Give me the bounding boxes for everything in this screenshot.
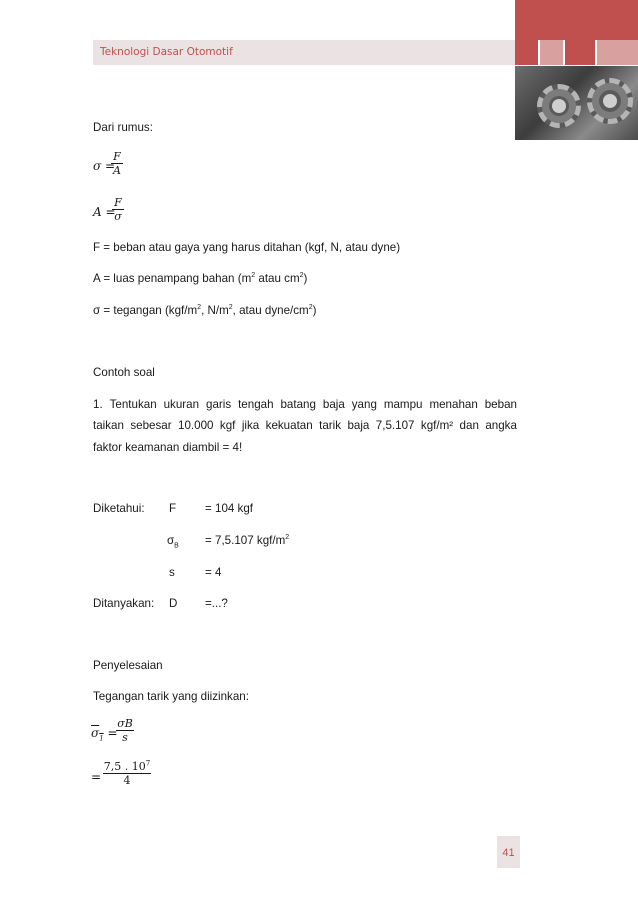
word: batang	[280, 398, 316, 411]
word: tarik	[319, 419, 342, 432]
known-label: Diketahui:	[93, 502, 145, 515]
asked-symbol: D	[169, 597, 178, 610]
formula-1-lhs: σ =	[93, 159, 116, 173]
header-decoration-block	[515, 0, 638, 40]
header-title: Teknologi Dasar Otomotif	[100, 46, 233, 58]
formula-1-fraction	[111, 150, 123, 177]
word: garis	[206, 398, 232, 411]
known-row-symbol: F	[169, 502, 177, 515]
equation-1-fraction	[116, 717, 134, 744]
base: 7,5 . 10	[103, 760, 146, 773]
superscript: 7	[145, 759, 151, 768]
word: 1.	[93, 398, 103, 411]
formula-2-fraction	[112, 196, 124, 223]
value: = 7,5.107 kgf/m	[205, 534, 286, 547]
formula-2-denominator: σ	[114, 210, 122, 223]
definition-a	[93, 272, 307, 285]
word: tengah	[238, 398, 274, 411]
known-row-symbol	[167, 534, 179, 550]
word: baja	[322, 398, 345, 411]
known-row-value: = 104 kgf	[205, 502, 254, 515]
definition-a-text: A = luas penampang bahan (m	[93, 272, 252, 285]
word: 10.000	[178, 419, 214, 432]
equation-2-fraction	[103, 760, 151, 787]
page-number: 41	[502, 847, 515, 859]
example-line-1	[93, 398, 517, 411]
definition-sigma-text: , N/m	[201, 304, 229, 317]
word: jika	[241, 419, 260, 432]
definition-f: F = beban atau gaya yang harus ditahan (kgf, N, atau dyne)	[93, 241, 401, 254]
solution-heading: Penyelesaian	[93, 659, 163, 672]
page-number-box	[497, 836, 520, 868]
solution-subheading: Tegangan tarik yang diizinkan:	[93, 690, 249, 703]
known-row-symbol: s	[169, 566, 175, 579]
symbol: σ	[91, 726, 100, 740]
symbol: σ	[167, 534, 175, 547]
word: baja	[347, 419, 370, 432]
equation-1-lhs	[91, 726, 118, 743]
known-row-value: = 4	[205, 566, 222, 579]
equation-1-denominator: s	[122, 731, 128, 744]
sigma-bar	[91, 726, 104, 743]
equation-2-equals: =	[91, 770, 102, 784]
example-heading: Contoh soal	[93, 366, 155, 379]
word: angka	[485, 419, 517, 432]
word: 7,5.107	[375, 419, 415, 432]
formula-2-lhs: A =	[93, 205, 116, 219]
definition-sigma-text: )	[312, 304, 317, 317]
definition-sigma	[93, 304, 317, 317]
equation-2-denominator: 4	[123, 774, 131, 787]
word: kgf/m²	[420, 419, 454, 432]
word: kekuatan	[265, 419, 313, 432]
superscript: 2	[228, 304, 233, 312]
superscript: 2	[285, 534, 290, 542]
known-row-value	[205, 534, 289, 547]
asked-label: Ditanyakan:	[93, 597, 155, 610]
word: dan	[459, 419, 479, 432]
formula-1-numerator: F	[113, 150, 121, 163]
word: yang	[351, 398, 377, 411]
asked-value: =...?	[205, 597, 228, 610]
header-decoration-block	[540, 40, 563, 65]
superscript: 2	[308, 304, 313, 312]
word: menahan	[429, 398, 478, 411]
definition-a-text: )	[303, 272, 308, 285]
header-bar	[93, 40, 515, 65]
example-line-3: faktor keamanan diambil = 4!	[93, 441, 243, 454]
word: mampu	[383, 398, 423, 411]
word: Tentukan	[109, 398, 157, 411]
intro-label: Dari rumus:	[93, 121, 153, 134]
superscript: 2	[251, 272, 256, 280]
word: beban	[484, 398, 517, 411]
formula-1-denominator: A	[113, 164, 121, 177]
definition-sigma-text: , atau dyne/cm	[232, 304, 309, 317]
word: kgf	[219, 419, 236, 432]
equation-1-numerator: σB	[117, 717, 133, 730]
formula-2-numerator: F	[114, 196, 122, 209]
definition-sigma-text: σ = tegangan (kgf/m	[93, 304, 198, 317]
superscript: 2	[197, 304, 202, 312]
gear-hub	[552, 99, 566, 113]
superscript: 2	[299, 272, 304, 280]
equals: =	[107, 726, 118, 740]
engine-gear-photo	[515, 66, 638, 140]
subscript: B	[174, 542, 179, 550]
word: sebesar	[130, 419, 172, 432]
example-line-2	[93, 419, 517, 432]
word: ukuran	[163, 398, 200, 411]
equation-2-numerator	[103, 760, 151, 773]
header-decoration-block	[597, 40, 638, 65]
definition-a-text: atau cm	[255, 272, 300, 285]
header-decoration-block	[515, 40, 538, 65]
word: taikan	[93, 419, 124, 432]
subscript: 1	[99, 734, 104, 743]
gear-hub	[603, 94, 617, 108]
header-decoration-block	[565, 40, 595, 65]
